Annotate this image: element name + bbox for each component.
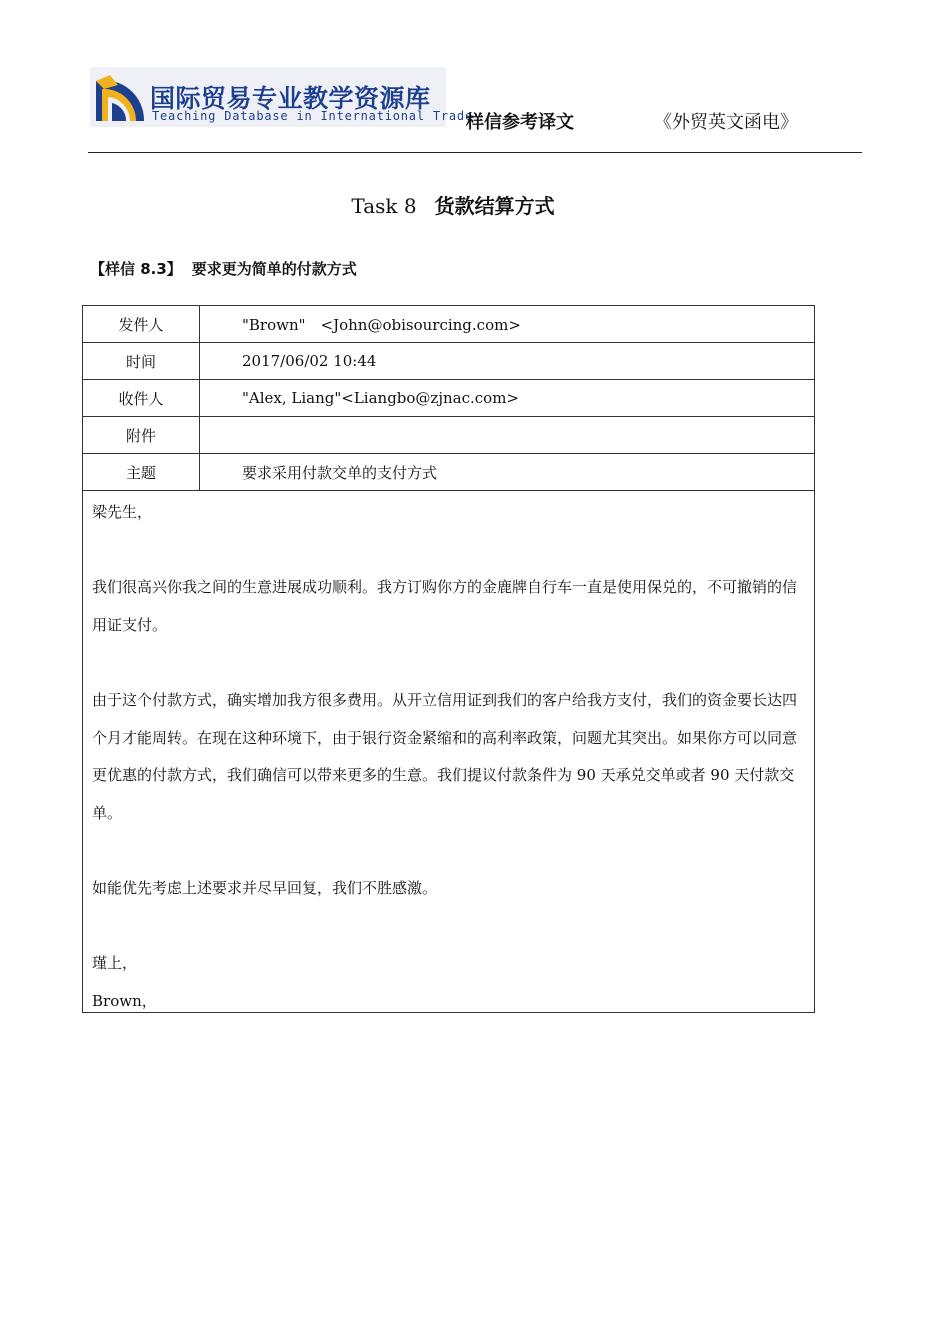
table-row [83,454,815,491]
email-meta-table [82,305,815,491]
from-label: 发件人 [83,306,200,343]
letter-body [82,490,815,1013]
header-book-title: 《外贸英文函电》 [654,112,798,133]
letter-paragraph-1: 我们很高兴你我之间的生意进展成功顺利。我方订购你方的金鹿牌自行车一直是使用保兑的，不可撤销的信用证支付。 [92,578,798,634]
logo [90,67,473,127]
task-name: 货款结算方式 [434,194,555,218]
table-row [83,417,815,454]
task-number: Task 8 [351,194,417,218]
from-value: "Brown" <John@obisourcing.com> [200,306,815,343]
page-header [88,66,862,153]
table-row [83,306,815,343]
logo-emblem-icon [92,69,148,125]
table-row [83,343,815,380]
time-label: 时间 [83,343,200,380]
sample-label: 【样信 8.3】 [90,260,182,278]
time-value: 2017/06/02 10:44 [200,343,815,380]
sample-name: 要求更为简单的付款方式 [191,260,357,278]
letter-signature: Brown， [92,991,157,1010]
letter-paragraph-2: 由于这个付款方式，确实增加我方很多费用。从开立信用证到我们的客户给我方支付，我们的资金要长达四个月才能周转。在现在这种环境下，由于银行资金紧缩和的高利率政策，问题尤其突出。如果你方可以同意更优惠的付款方式，我们确信可以带来更多的生意。我们提议付款条件为 90 天承兑交单或者 90 天付款交单。 [92,690,798,822]
attachment-label: 附件 [83,417,200,454]
attachment-value [200,417,815,454]
subject-value: 要求采用付款交单的支付方式 [200,454,815,491]
subject-label: 主题 [83,454,200,491]
letter-paragraph-3: 如能优先考虑上述要求并尽早回复，我们不胜感激。 [92,878,438,897]
sample-heading [90,258,357,279]
logo-title-cn: 国际贸易专业教学资源库 [150,84,431,113]
to-label: 收件人 [83,380,200,417]
page-title [0,190,906,219]
header-subtitle: 样信参考译文 [466,112,574,133]
letter-closing: 瑾上， [92,954,138,973]
letter-greeting: 梁先生， [92,503,153,521]
to-value: "Alex, Liang"<Liangbo@zjnac.com> [200,380,815,417]
table-row [83,380,815,417]
logo-title-en: Teaching Database in International Trade [152,109,473,123]
